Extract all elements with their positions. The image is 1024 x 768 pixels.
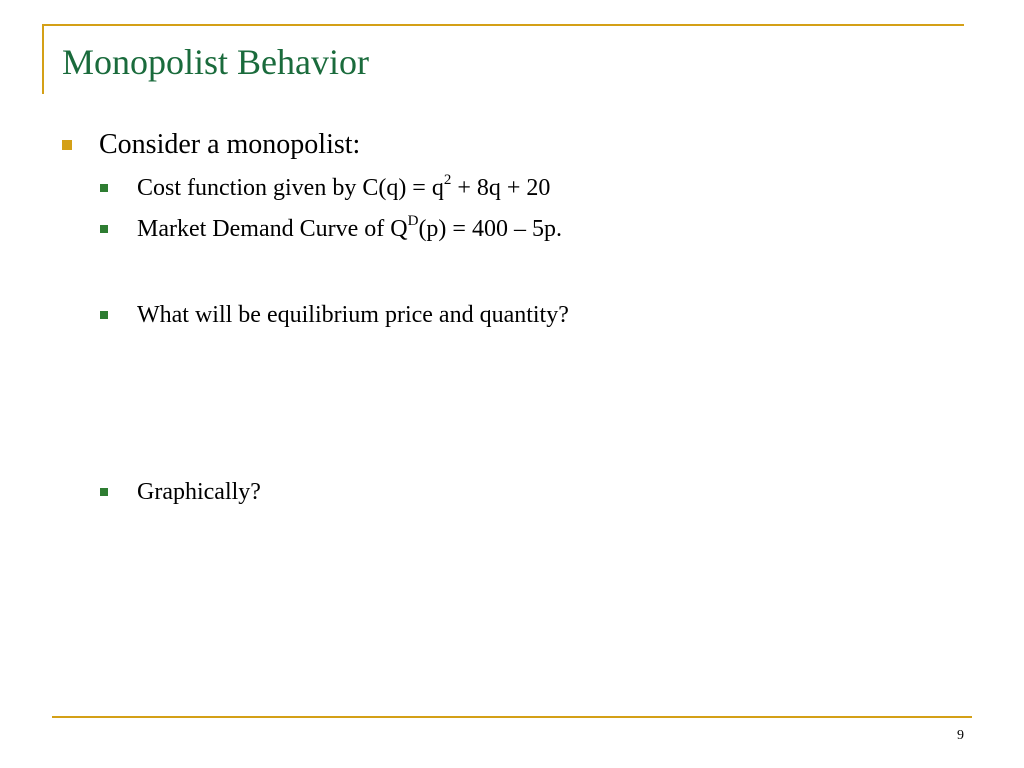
square-bullet-icon — [100, 311, 108, 319]
bullet-text: Consider a monopolist: — [99, 129, 361, 160]
square-bullet-icon — [62, 140, 72, 150]
demand-superscript: D — [407, 213, 419, 229]
demand-suffix: (p) = 400 – 5p. — [418, 216, 562, 242]
square-bullet-icon — [100, 488, 108, 496]
cost-suffix: + 8q + 20 — [451, 175, 551, 201]
frame-top-line — [42, 24, 964, 26]
slide-title: Monopolist Behavior — [62, 42, 369, 82]
demand-prefix: Market Demand Curve of Q — [137, 216, 408, 242]
bullet-text — [137, 214, 562, 244]
frame-left-line — [42, 24, 44, 94]
square-bullet-icon — [100, 225, 108, 233]
footer-line — [52, 716, 972, 718]
cost-exponent: 2 — [443, 172, 452, 188]
bullet-text: Graphically? — [137, 479, 261, 505]
page-number: 9 — [957, 728, 964, 743]
bullet-text — [137, 173, 550, 203]
bullet-text: What will be equilibrium price and quantity? — [137, 302, 569, 328]
square-bullet-icon — [100, 184, 108, 192]
cost-prefix: Cost function given by C(q) = q — [137, 175, 444, 201]
